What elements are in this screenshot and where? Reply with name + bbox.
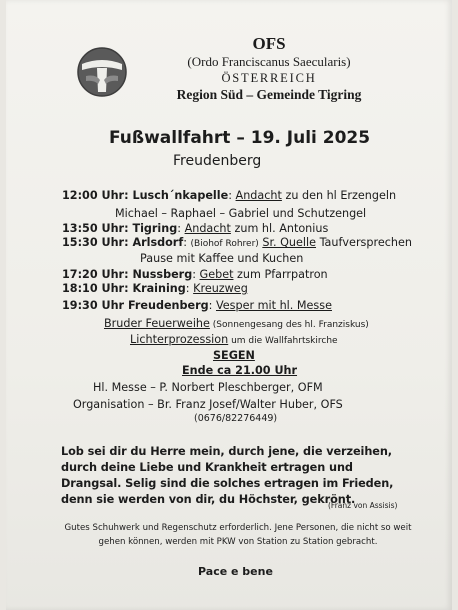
schedule-line-6	[62, 268, 328, 282]
schedule-detail: zum Pfarrpatron	[233, 268, 328, 281]
schedule-line-5	[140, 252, 303, 266]
mass-celebrant: Hl. Messe – P. Norbert Pleschberger, OFM	[93, 381, 323, 394]
schedule-line-4	[62, 236, 412, 251]
country-name: ÖSTERREICH	[221, 71, 317, 85]
schedule-activity: Lichterprozession	[130, 333, 229, 346]
schedule-line-8	[62, 299, 332, 313]
schedule-detail: Michael – Raphael – Gabriel und Schutzengel	[115, 207, 367, 220]
separator: :	[177, 222, 185, 235]
separator: :	[192, 268, 200, 281]
schedule-line-9	[104, 317, 369, 332]
schedule-line-3	[62, 222, 328, 236]
schedule-detail: zu den hl Erzengeln	[281, 189, 397, 202]
schedule-detail-note: um die Wallfahrtskirche	[228, 336, 338, 346]
schedule-line-11	[213, 349, 255, 363]
schedule-time: 18:10 Uhr: Kraining	[62, 282, 186, 295]
schedule-activity: Vesper mit hl. Messe	[215, 299, 332, 312]
schedule-time: 17:20 Uhr: Nussberg	[62, 268, 193, 281]
end-time: Ende ca 21.00 Uhr	[182, 364, 298, 377]
practical-note: Gutes Schuhwerk und Regenschutz erforderlich. Jene Personen, die nicht so weit gehen können, werden mit PKW von Station zu Station gebracht.	[64, 523, 412, 547]
schedule-time: 15:30 Uhr: Arlsdorf	[62, 236, 184, 249]
schedule-detail: zum hl. Antonius	[230, 222, 329, 235]
letterhead	[144, 34, 394, 104]
schedule-activity: Andacht	[235, 189, 282, 202]
schedule-activity: Bruder Feuerweihe	[104, 317, 210, 330]
schedule-location-note: (Biohof Rohrer)	[190, 239, 259, 249]
separator: :	[185, 282, 194, 295]
schedule-activity: Andacht	[184, 222, 231, 235]
schedule-time: 19:30 Uhr Freudenberg	[62, 299, 209, 312]
separator: :	[183, 236, 191, 249]
schedule-line-1	[62, 189, 396, 203]
closing-greeting: Pace e bene	[198, 565, 273, 578]
page-subtitle: Freudenberg	[173, 153, 262, 169]
schedule-line-12	[182, 364, 297, 378]
order-name: (Ordo Franciscanus Saecularis)	[187, 54, 351, 69]
schedule-line-10	[130, 333, 338, 348]
schedule-line-13	[93, 381, 323, 395]
prayer-quote: Lob sei dir du Herre mein, durch jene, die verzeihen, durch deine Liebe und Krankheit ertragen und Drangsal. Selig sind die solches ertragen im Frieden, denn sie werden von dir, du Höchster, gekrönt.	[61, 445, 394, 506]
region-name: Region Süd – Gemeinde Tigring	[176, 87, 362, 102]
phone-number: (0676/82276449)	[194, 413, 278, 424]
schedule-line-15	[194, 412, 277, 426]
page-title: Fußwallfahrt – 19. Juli 2025	[109, 128, 371, 148]
schedule-activity: Sr. Quelle	[262, 236, 317, 249]
schedule-line-2	[115, 207, 366, 221]
separator: :	[228, 189, 232, 202]
separator: :	[208, 299, 216, 312]
org-name: OFS	[252, 34, 286, 53]
schedule-time: 12:00 Uhr: Lusch´nkapelle	[62, 189, 229, 202]
schedule-detail: Pause mit Kaffee und Kuchen	[140, 252, 304, 265]
organisation-contact: Organisation – Br. Franz Josef/Walter Huber, OFS	[73, 398, 343, 411]
schedule-activity: Kreuzweg	[193, 282, 248, 295]
schedule-line-7	[62, 282, 248, 296]
ofs-tau-cross-logo-icon	[76, 46, 128, 98]
blessing-label: SEGEN	[213, 349, 255, 362]
schedule-detail-note: (Sonnengesang des hl. Franziskus)	[209, 320, 369, 330]
schedule-line-14	[73, 398, 343, 412]
schedule-activity: Gebet	[199, 268, 234, 281]
document-page	[6, 0, 452, 610]
schedule-detail: Taufversprechen	[316, 236, 412, 249]
quote-author: (Franz von Assisis)	[328, 501, 398, 510]
schedule-time: 13:50 Uhr: Tigring	[62, 222, 178, 235]
